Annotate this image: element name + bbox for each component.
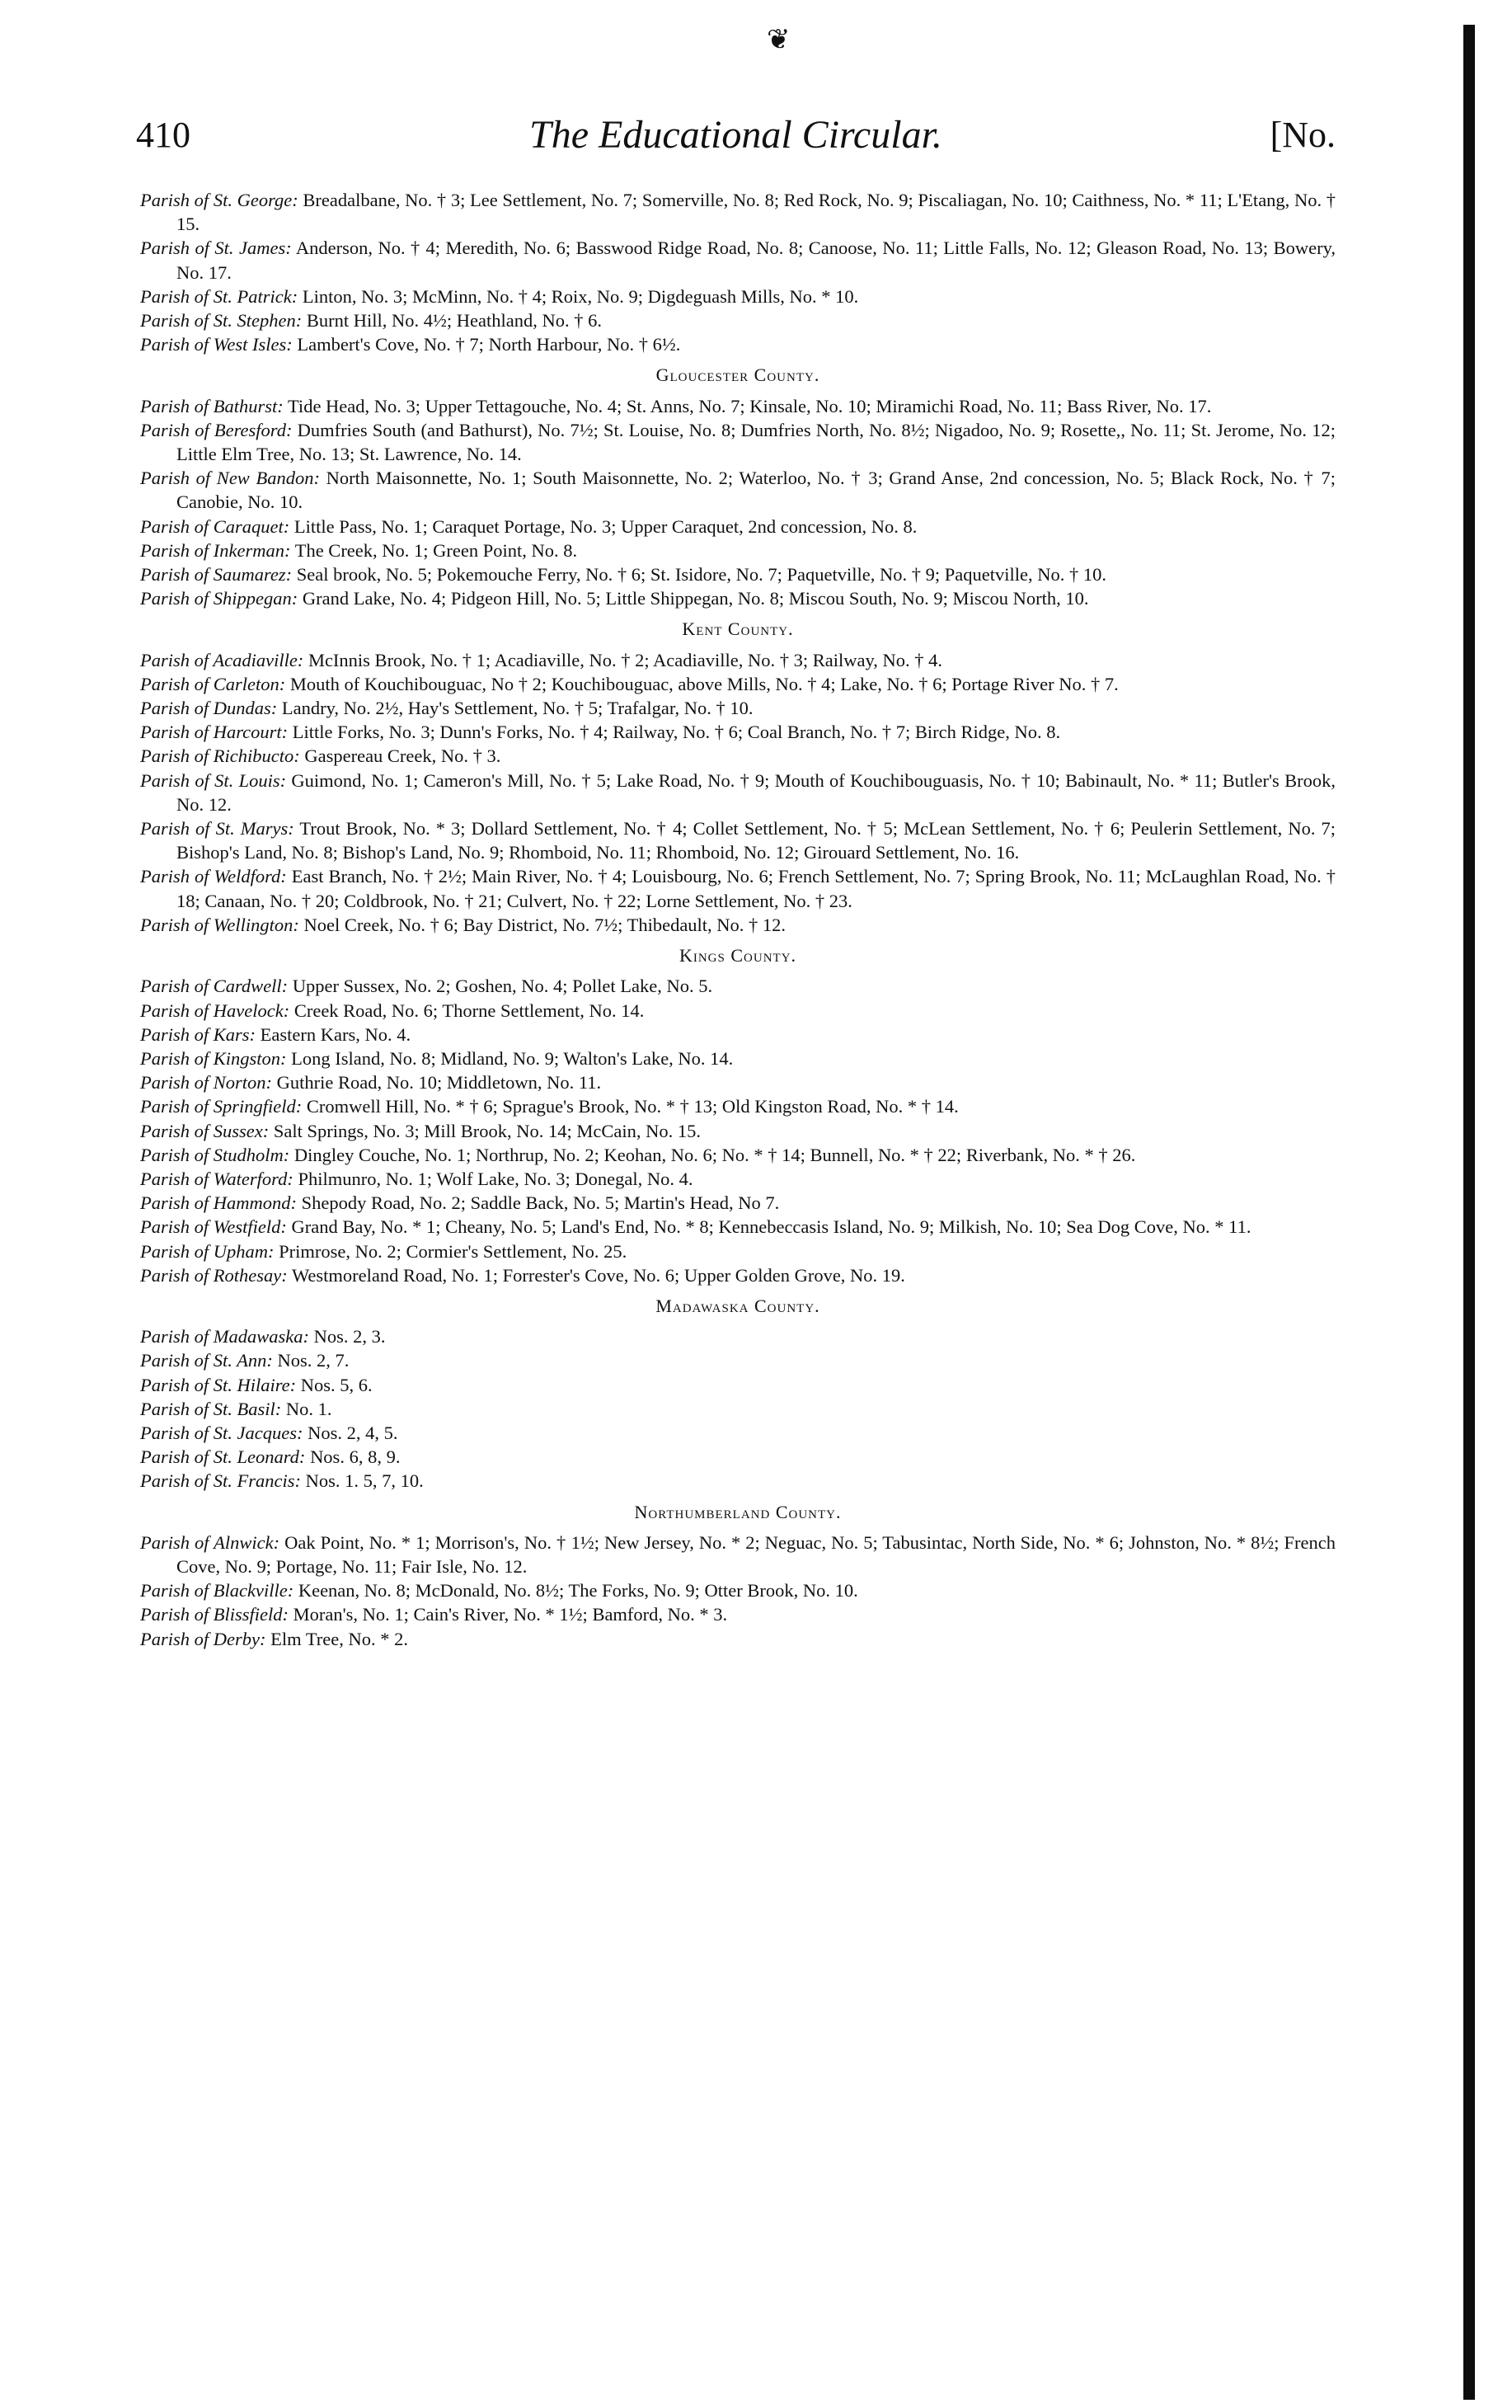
parish-name: Parish of New Bandon: — [140, 468, 320, 489]
district-list: Oak Point, No. * 1; Morrison's, No. † 1½; New Jersey, No. * 2; Neguac, No. 5; Tabusintac, North Side, No. * 6; Johnston, No. * 8½; French Cove, No. 9; Portage, No. 11; Fair Isle, No. 12. — [176, 1531, 1336, 1577]
parish-entry — [140, 1348, 1336, 1372]
parish-entry — [140, 586, 1336, 610]
district-list: Landry, No. 2½, Hay's Settlement, No. † 5; Trafalgar, No. † 10. — [277, 698, 754, 719]
district-list: Burnt Hill, No. 4½; Heathland, No. † 6. — [302, 310, 602, 332]
district-list: Little Pass, No. 1; Caraquet Portage, No. 3; Upper Caraquet, 2nd concession, No. 8. — [289, 515, 918, 537]
parish-entry — [140, 1023, 1336, 1046]
parish-name: Parish of Carleton: — [140, 673, 286, 694]
district-list: Elm Tree, No. * 2. — [265, 1628, 408, 1649]
parish-entry — [140, 1215, 1336, 1239]
parish-entry — [140, 999, 1336, 1023]
county-section — [140, 943, 1336, 1287]
parish-entry — [140, 1143, 1336, 1167]
district-list: Guimond, No. 1; Cameron's Mill, No. † 5; Lake Road, No. † 9; Mouth of Kouchibouguasis, No. † 10; Babinault, No. * 11; Butler's Brook, No. 12. — [176, 769, 1336, 815]
county-section — [140, 1294, 1336, 1493]
district-list: Trout Brook, No. * 3; Dollard Settlement, No. † 4; Collet Settlement, No. † 5; McLean Settlement, No. † 6; Peulerin Settlement, No. 7; Bishop's Land, No. 8; Bishop's Land, No. 9; Rhomboid, No. 11; Rhomboid, No. 12; Girouard Settlement, No. 16. — [176, 818, 1336, 863]
district-list: Nos. 5, 6. — [296, 1374, 373, 1395]
county-heading: Northumberland County. — [634, 1501, 842, 1522]
parish-name: Parish of Rothesay: — [140, 1264, 288, 1286]
district-list: Little Forks, No. 3; Dunn's Forks, No. † 4; Railway, No. † 6; Coal Branch, No. † 7; Birch Ridge, No. 8. — [288, 722, 1061, 743]
district-list: Tide Head, No. 3; Upper Tettagouche, No. 4; St. Anns, No. 7; Kinsale, No. 10; Miramichi Road, No. 11; Bass River, No. 17. — [283, 395, 1212, 416]
page-number: 410 — [136, 115, 190, 155]
parish-entry — [140, 236, 1336, 284]
parish-entry — [140, 515, 1336, 539]
parish-name: Parish of Caraquet: — [140, 515, 290, 537]
parish-entry — [140, 1602, 1336, 1626]
parish-entry — [140, 1421, 1336, 1445]
parish-entry — [140, 696, 1336, 720]
parish-entry — [140, 562, 1336, 586]
page-header — [136, 114, 1336, 165]
issue-label: [No. — [1270, 115, 1336, 155]
document-body — [140, 188, 1336, 1651]
parish-name: Parish of Acadiaville: — [140, 649, 304, 670]
ornament-mark: ❦ — [767, 25, 791, 55]
district-list: Noel Creek, No. † 6; Bay District, No. 7½; Thibedault, No. † 12. — [298, 914, 787, 935]
parish-name: Parish of Havelock: — [140, 999, 290, 1021]
parish-entry — [140, 816, 1336, 864]
parish-name: Parish of Inkerman: — [140, 539, 291, 561]
parish-name: Parish of St. Ann: — [140, 1350, 273, 1371]
district-list: Dingley Couche, No. 1; Northrup, No. 2; Keohan, No. 6; No. * † 14; Bunnell, No. * † 22; Riverbank, No. * † 26. — [289, 1144, 1136, 1165]
running-title: The Educational Circular. — [529, 113, 942, 157]
parish-entry — [140, 1627, 1336, 1651]
district-list: Gaspereau Creek, No. † 3. — [299, 745, 501, 767]
district-list: Mouth of Kouchibouguac, No † 2; Kouchibouguac, above Mills, No. † 4; Lake, No. † 6; Portage River No. † 7. — [285, 673, 1119, 694]
parish-name: Parish of St. Marys: — [140, 818, 294, 840]
parish-name: Parish of Beresford: — [140, 419, 293, 440]
parish-entry — [140, 332, 1336, 356]
parish-entry — [140, 466, 1336, 514]
district-list: Nos. 2, 4, 5. — [303, 1422, 398, 1443]
parish-entry — [140, 913, 1336, 937]
parish-entry — [140, 1094, 1336, 1118]
county-section — [140, 363, 1336, 610]
parish-entry — [140, 1263, 1336, 1287]
parish-name: Parish of St. George: — [140, 190, 298, 210]
district-list: Upper Sussex, No. 2; Goshen, No. 4; Pollet Lake, No. 5. — [288, 976, 713, 997]
district-list: North Maisonnette, No. 1; South Maisonnette, No. 2; Waterloo, No. † 3; Grand Anse, 2nd concession, No. 5; Black Rock, No. † 7; Canobie, No. 10. — [176, 468, 1336, 513]
district-list: Nos. 2, 7. — [272, 1350, 350, 1371]
parish-entry — [140, 1324, 1336, 1348]
county-heading: Madawaska County. — [655, 1295, 820, 1316]
parish-entry — [140, 418, 1336, 466]
parish-name: Parish of Harcourt: — [140, 722, 289, 743]
district-list: No. 1. — [281, 1398, 332, 1419]
parish-name: Parish of St. Hilaire: — [140, 1374, 297, 1395]
parish-name: Parish of Bathurst: — [140, 395, 284, 416]
district-list: Moran's, No. 1; Cain's River, No. * 1½; Bamford, No. * 3. — [289, 1604, 728, 1625]
county-section — [140, 1500, 1336, 1651]
district-list: McInnis Brook, No. † 1; Acadiaville, No. † 2; Acadiaville, No. † 3; Railway, No. † 4. — [303, 649, 942, 670]
district-list: The Creek, No. 1; Green Point, No. 8. — [290, 539, 578, 561]
parish-entry — [140, 1191, 1336, 1215]
parish-entry — [140, 1373, 1336, 1397]
parish-entry — [140, 1239, 1336, 1263]
parish-name: Parish of Waterford: — [140, 1168, 293, 1189]
district-list: Cromwell Hill, No. * † 6; Sprague's Brook, No. * † 13; Old Kingston Road, No. * † 14. — [302, 1096, 959, 1117]
parish-name: Parish of Cardwell: — [140, 976, 289, 997]
district-list: East Branch, No. † 2½; Main River, No. † 4; Louisbourg, No. 6; French Settlement, No. 7; Spring Brook, No. 11; McLaughlan Road, No. † 18; Canaan, No. † 20; Coldbrook, No. † 21; Culvert, No. † 22; Lorne Settlement, No. † 23. — [176, 866, 1336, 911]
parish-entry — [140, 308, 1336, 332]
parish-name: Parish of West Isles: — [140, 334, 293, 355]
parish-name: Parish of Norton: — [140, 1072, 273, 1093]
parish-name: Parish of Kars: — [140, 1023, 256, 1045]
parish-entry — [140, 1445, 1336, 1469]
district-list: Salt Springs, No. 3; Mill Brook, No. 14; McCain, No. 15. — [269, 1120, 702, 1141]
parish-entry — [140, 1046, 1336, 1070]
parish-name: Parish of St. Jacques: — [140, 1422, 303, 1443]
parish-entry — [140, 1397, 1336, 1421]
parish-entry — [140, 648, 1336, 672]
district-list: Seal brook, No. 5; Pokemouche Ferry, No. † 6; St. Isidore, No. 7; Paquetville, No. † 9; Paquetville, No. † 10. — [292, 564, 1106, 586]
county-heading: Gloucester County. — [655, 364, 820, 386]
district-list: Breadalbane, No. † 3; Lee Settlement, No. 7; Somerville, No. 8; Red Rock, No. 9; Piscaliagan, No. 10; Caithness, No. * 11; L'Etang, No. † 15. — [176, 190, 1336, 235]
parish-name: Parish of Alnwick: — [140, 1531, 280, 1553]
parish-name: Parish of St. Louis: — [140, 769, 287, 791]
parish-entry — [140, 1578, 1336, 1602]
parish-name: Parish of St. Basil: — [140, 1398, 282, 1419]
parish-name: Parish of Blissfield: — [140, 1604, 289, 1625]
parish-name: Parish of Sussex: — [140, 1120, 270, 1141]
district-list: Nos. 1. 5, 7, 10. — [301, 1470, 424, 1492]
district-list: Primrose, No. 2; Cormier's Settlement, No. 25. — [274, 1240, 627, 1262]
district-list: Dumfries South (and Bathurst), No. 7½; St. Louise, No. 8; Dumfries North, No. 8½; Nigadoo, No. 9; Rosette,, No. 11; St. Jerome, No. 12; Little Elm Tree, No. 13; St. Lawrence, No. 14. — [176, 419, 1336, 465]
parish-name: Parish of Westfield: — [140, 1216, 287, 1238]
parish-name: Parish of Wellington: — [140, 914, 299, 935]
parish-name: Parish of Dundas: — [140, 698, 278, 719]
parish-name: Parish of St. James: — [140, 238, 292, 259]
parish-entry — [140, 285, 1336, 308]
parish-name: Parish of Weldford: — [140, 866, 287, 887]
district-list: Guthrie Road, No. 10; Middletown, No. 11. — [272, 1072, 602, 1093]
district-list: Anderson, No. † 4; Meredith, No. 6; Basswood Ridge Road, No. 8; Canoose, No. 11; Little Falls, No. 12; Gleason Road, No. 13; Bowery, No. 17. — [176, 238, 1336, 283]
parish-name: Parish of Saumarez: — [140, 564, 293, 586]
parish-entry — [140, 974, 1336, 998]
parish-entry — [140, 744, 1336, 768]
parish-entry — [140, 1469, 1336, 1493]
parish-entry — [140, 539, 1336, 562]
district-list: Grand Lake, No. 4; Pidgeon Hill, No. 5; Little Shippegan, No. 8; Miscou South, No. 9; Miscou North, 10. — [298, 588, 1089, 609]
parish-entry — [140, 1167, 1336, 1191]
parish-entry — [140, 864, 1336, 912]
district-list: Creek Road, No. 6; Thorne Settlement, No. 14. — [289, 999, 645, 1021]
county-heading: Kings County. — [679, 945, 797, 966]
district-list: Grand Bay, No. * 1; Cheany, No. 5; Land's End, No. * 8; Kennebeccasis Island, No. 9; Milkish, No. 10; Sea Dog Cove, No. * 11. — [286, 1216, 1251, 1238]
parish-name: Parish of St. Francis: — [140, 1470, 301, 1492]
district-list: Eastern Kars, No. 4. — [256, 1023, 411, 1045]
parish-entry — [140, 188, 1336, 236]
district-list: Long Island, No. 8; Midland, No. 9; Walton's Lake, No. 14. — [286, 1047, 734, 1069]
county-heading: Kent County. — [682, 618, 794, 640]
parish-name: Parish of St. Stephen: — [140, 310, 303, 332]
parish-name: Parish of Upham: — [140, 1240, 275, 1262]
parish-entry — [140, 720, 1336, 744]
parish-name: Parish of St. Leonard: — [140, 1446, 306, 1468]
parish-entry — [140, 394, 1336, 418]
district-list: Nos. 6, 8, 9. — [305, 1446, 401, 1468]
parish-entry — [140, 769, 1336, 816]
district-list: Linton, No. 3; McMinn, No. † 4; Roix, No. 9; Digdeguash Mills, No. * 10. — [298, 285, 859, 307]
parish-name: Parish of Blackville: — [140, 1580, 294, 1601]
district-list: Philmunro, No. 1; Wolf Lake, No. 3; Donegal, No. 4. — [293, 1168, 693, 1189]
parish-name: Parish of St. Patrick: — [140, 285, 298, 307]
margin-rule — [1463, 25, 1475, 2400]
parish-entry — [140, 1531, 1336, 1578]
district-list: Keenan, No. 8; McDonald, No. 8½; The Forks, No. 9; Otter Brook, No. 10. — [293, 1580, 858, 1601]
parish-name: Parish of Studholm: — [140, 1144, 290, 1165]
district-list: Nos. 2, 3. — [309, 1326, 386, 1347]
district-list: Westmoreland Road, No. 1; Forrester's Cove, No. 6; Upper Golden Grove, No. 19. — [287, 1264, 905, 1286]
parish-entry — [140, 1070, 1336, 1094]
parish-name: Parish of Richibucto: — [140, 745, 300, 767]
parish-name: Parish of Hammond: — [140, 1192, 297, 1214]
parish-name: Parish of Kingston: — [140, 1047, 287, 1069]
district-list: Shepody Road, No. 2; Saddle Back, No. 5; Martin's Head, No 7. — [297, 1192, 780, 1214]
parish-name: Parish of Madawaska: — [140, 1326, 309, 1347]
parish-entry — [140, 672, 1336, 696]
parish-name: Parish of Springfield: — [140, 1096, 303, 1117]
district-list: Lambert's Cove, No. † 7; North Harbour, No. † 6½. — [292, 334, 681, 355]
parish-name: Parish of Derby: — [140, 1628, 266, 1649]
parish-name: Parish of Shippegan: — [140, 588, 298, 609]
parish-entry — [140, 1119, 1336, 1143]
county-section — [140, 188, 1336, 356]
county-section — [140, 617, 1336, 937]
